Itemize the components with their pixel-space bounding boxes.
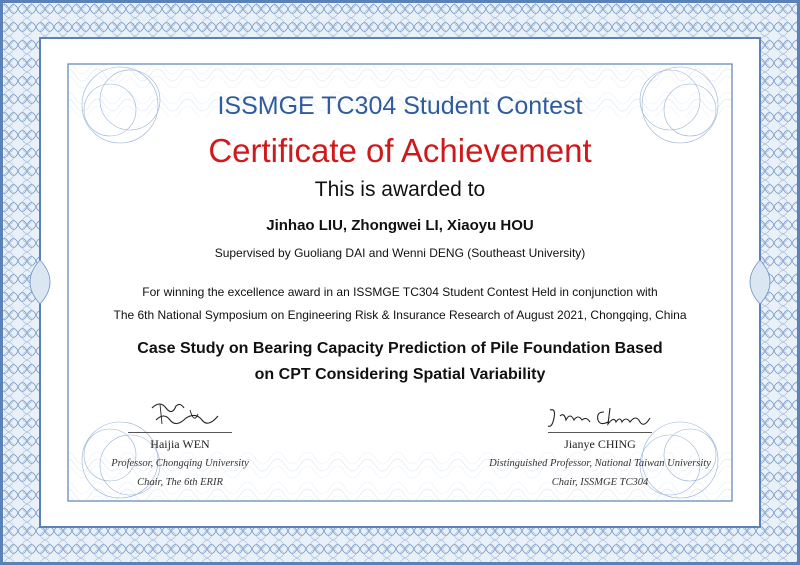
signature-left-image (146, 398, 226, 432)
award-reason-line-1: For winning the excellence award in an ISSMGE TC304 Student Contest Held in conjunction with (142, 285, 658, 299)
signatory-role: Distinguished Professor, National Taiwan University (489, 458, 711, 469)
signatory-name: Haijia WEN (150, 437, 210, 451)
recipient-names: Jinhao LIU, Zhongwei LI, Xiaoyu HOU (266, 217, 534, 234)
signature-line (128, 432, 232, 433)
certificate-heading: Certificate of Achievement (208, 132, 592, 169)
contest-title: ISSMGE TC304 Student Contest (217, 92, 583, 120)
signature-right-image (544, 404, 656, 432)
paper-title-line-1: Case Study on Bearing Capacity Prediction of Pile Foundation Based (137, 340, 663, 357)
signatory-right (470, 432, 730, 488)
signatory-role: Professor, Chongqing University (111, 458, 249, 469)
paper-title-line-2: on CPT Considering Spatial Variability (254, 366, 546, 383)
award-reason-line-2: The 6th National Symposium on Engineering Risk & Insurance Research of August 2021, Chongqing, China (113, 308, 687, 322)
supervisor-line: Supervised by Guoliang DAI and Wenni DENG (Southeast University) (214, 246, 586, 260)
signatory-role: Chair, ISSMGE TC304 (551, 477, 649, 488)
signatory-role: Chair, The 6th ERIR (137, 477, 223, 488)
awarded-text: This is awarded to (314, 178, 486, 201)
signatory-left (80, 432, 280, 488)
signatory-name: Jianye CHING (564, 437, 636, 451)
signature-line (548, 432, 652, 433)
